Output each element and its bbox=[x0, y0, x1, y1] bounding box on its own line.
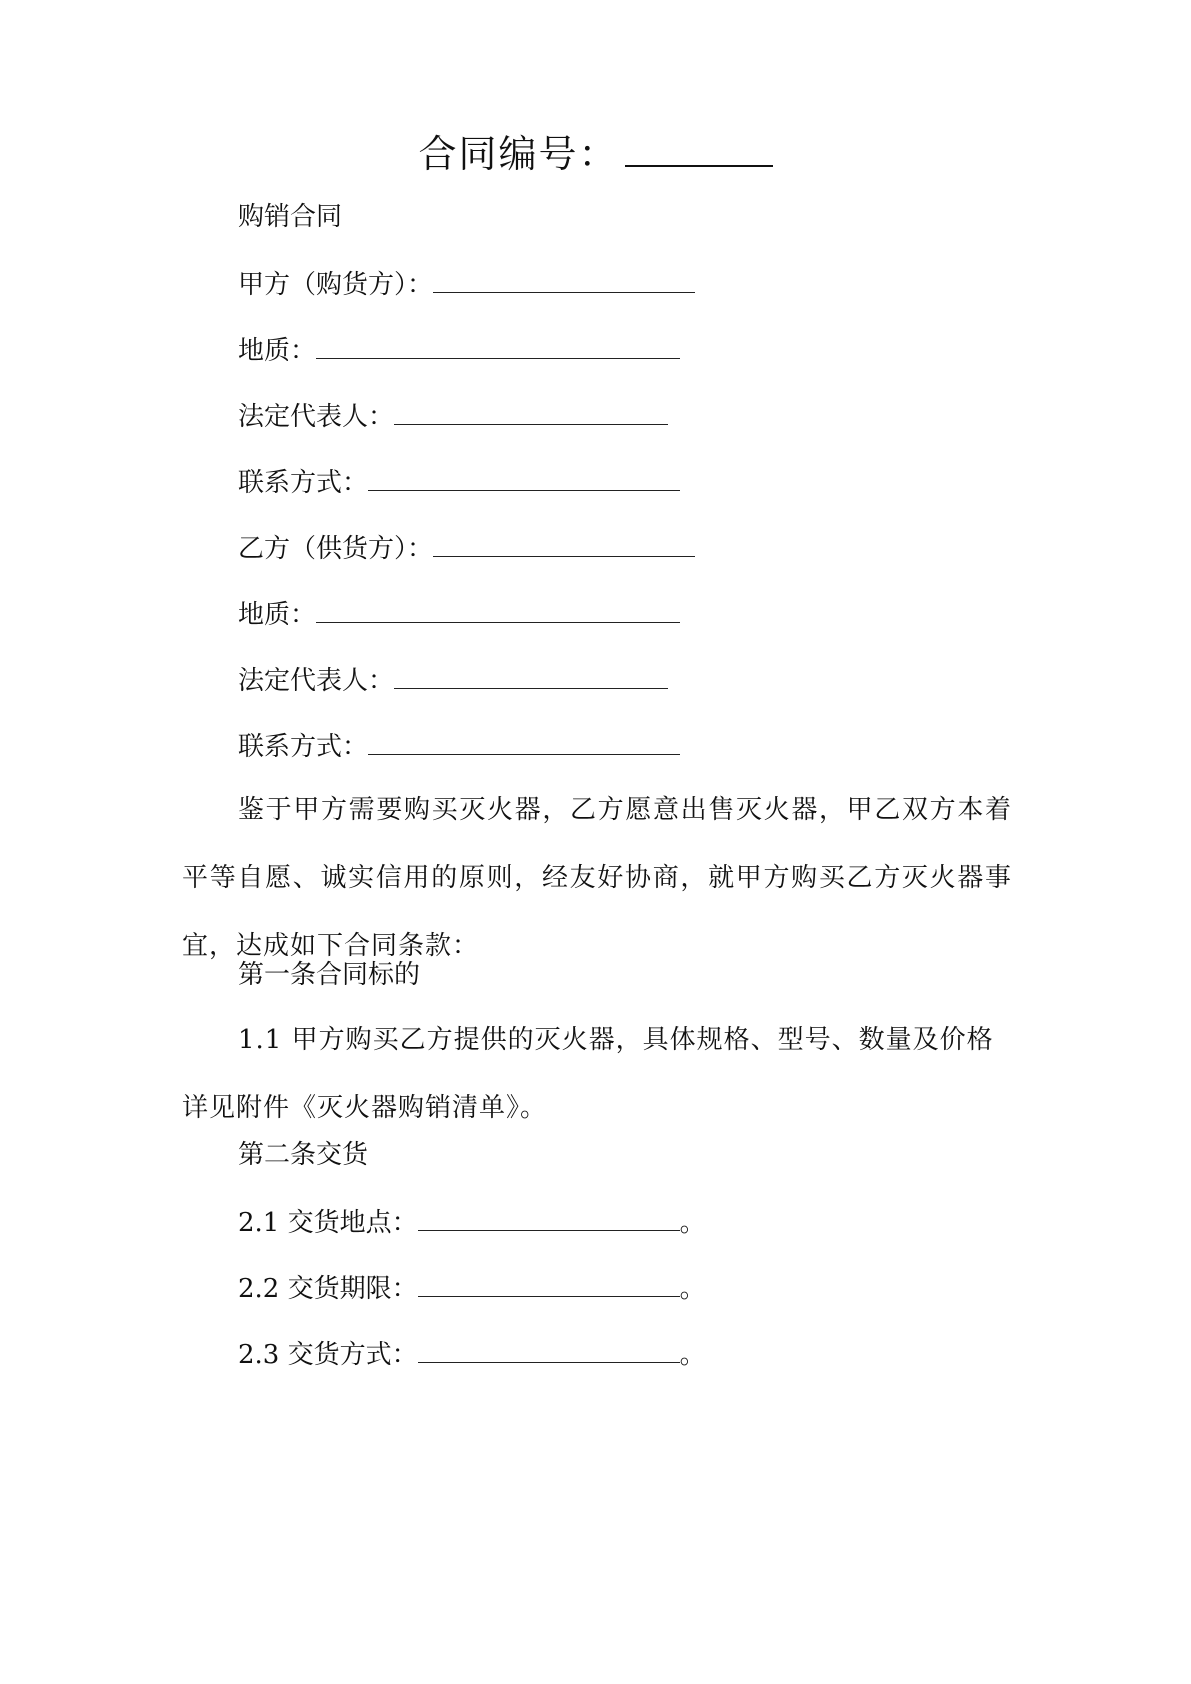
party-a-contact-blank[interactable] bbox=[368, 464, 680, 491]
party-b-address-blank[interactable] bbox=[316, 596, 680, 623]
party-b-contact-blank[interactable] bbox=[368, 728, 680, 755]
delivery-period-row bbox=[238, 1270, 706, 1306]
delivery-period-period: 。 bbox=[679, 1274, 706, 1304]
delivery-period-blank[interactable] bbox=[418, 1270, 680, 1297]
party-a-address-label: 地质： bbox=[238, 336, 317, 366]
party-b-name-blank[interactable] bbox=[433, 530, 695, 557]
party-a-rep-row bbox=[238, 398, 668, 434]
party-b-contact-label: 联系方式： bbox=[238, 732, 369, 762]
delivery-location-row bbox=[238, 1204, 706, 1240]
contract-subtitle: 购销合同 bbox=[238, 202, 343, 232]
delivery-location-period: 。 bbox=[679, 1208, 706, 1238]
party-a-address-row bbox=[238, 332, 680, 368]
delivery-method-row bbox=[238, 1336, 706, 1372]
article-1-1-paragraph: 1.1 甲方购买乙方提供的灭火器，具体规格、型号、数量及价格详见附件《灭火器购销清单》。 bbox=[182, 1025, 994, 1123]
delivery-method-label: 2.3 交货方式： bbox=[238, 1340, 418, 1370]
party-a-name-row bbox=[238, 266, 695, 302]
party-b-contact-row bbox=[238, 728, 680, 764]
delivery-location-label: 2.1 交货地点： bbox=[238, 1208, 418, 1238]
party-a-name-blank[interactable] bbox=[433, 266, 695, 293]
party-a-name-label: 甲方（购货方）： bbox=[238, 270, 434, 300]
party-a-contact-row bbox=[238, 464, 680, 500]
party-a-contact-label: 联系方式： bbox=[238, 468, 369, 498]
party-b-name-row bbox=[238, 530, 695, 566]
contract-number-blank[interactable] bbox=[625, 131, 773, 167]
preamble-paragraph: 鉴于甲方需要购买灭火器，乙方愿意出售灭火器，甲乙双方本着平等自愿、诚实信用的原则，经友好协商，就甲方购买乙方灭火器事宜，达成如下合同条款： bbox=[182, 795, 1012, 961]
party-b-rep-blank[interactable] bbox=[394, 662, 668, 689]
title-text: 合同编号： bbox=[418, 132, 619, 176]
party-b-address-label: 地质： bbox=[238, 600, 317, 630]
party-a-address-blank[interactable] bbox=[316, 332, 680, 359]
delivery-period-label: 2.2 交货期限： bbox=[238, 1274, 418, 1304]
article-2-title: 第二条交货 bbox=[238, 1140, 369, 1170]
article-1-title: 第一条合同标的 bbox=[238, 960, 421, 990]
delivery-location-blank[interactable] bbox=[418, 1204, 680, 1231]
party-b-address-row bbox=[238, 596, 680, 632]
party-b-rep-row bbox=[238, 662, 668, 698]
delivery-method-period: 。 bbox=[679, 1340, 706, 1370]
party-b-name-label: 乙方（供货方）： bbox=[238, 534, 434, 564]
delivery-method-blank[interactable] bbox=[418, 1336, 680, 1363]
party-a-rep-label: 法定代表人： bbox=[238, 402, 395, 432]
party-a-rep-blank[interactable] bbox=[394, 398, 668, 425]
party-b-rep-label: 法定代表人： bbox=[238, 666, 395, 696]
contract-number-title bbox=[0, 130, 1191, 178]
